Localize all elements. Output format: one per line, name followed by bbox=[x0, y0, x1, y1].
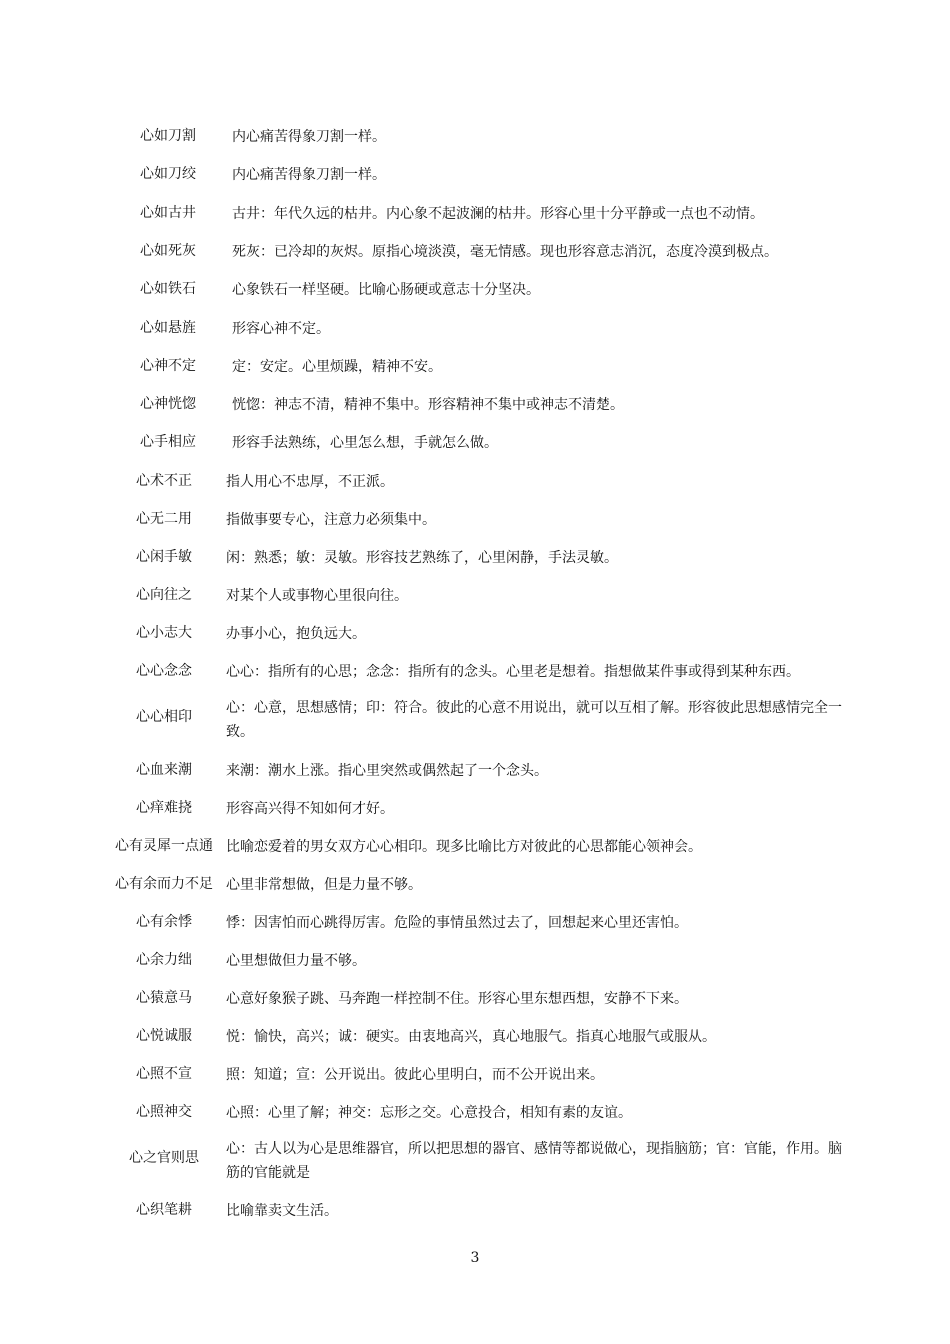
idiom-term: 心无二用 bbox=[136, 511, 192, 527]
idiom-definition: 形容心神不定。 bbox=[232, 321, 330, 337]
idiom-definition: 心里想做但力量不够。 bbox=[226, 953, 366, 969]
idiom-definition: 闲：熟悉；敏：灵敏。形容技艺熟练了，心里闲静，手法灵敏。 bbox=[226, 550, 618, 566]
idiom-term: 心心相印 bbox=[136, 709, 192, 725]
idiom-definition: 内心痛苦得象刀割一样。 bbox=[232, 167, 386, 183]
idiom-definition: 内心痛苦得象刀割一样。 bbox=[232, 129, 386, 145]
idiom-definition: 照：知道；宣：公开说出。彼此心里明白，而不公开说出来。 bbox=[226, 1067, 604, 1083]
idiom-term: 心如刀绞 bbox=[140, 166, 196, 182]
idiom-term: 心有余而力不足 bbox=[115, 876, 213, 892]
idiom-definition: 形容手法熟练，心里怎么想，手就怎么做。 bbox=[232, 435, 498, 451]
idiom-term: 心神恍惚 bbox=[140, 396, 196, 412]
idiom-term: 心照神交 bbox=[136, 1104, 192, 1120]
idiom-term: 心悦诚服 bbox=[136, 1028, 192, 1044]
idiom-definition: 来潮：潮水上涨。指心里突然或偶然起了一个念头。 bbox=[226, 763, 548, 779]
idiom-term: 心余力绌 bbox=[136, 952, 192, 968]
idiom-definition: 心心：指所有的心思；念念：指所有的念头。心里老是想着。指想做某件事或得到某种东西。 bbox=[226, 664, 800, 680]
idiom-definition: 形容高兴得不知如何才好。 bbox=[226, 801, 394, 817]
page-number: 3 bbox=[470, 1250, 480, 1266]
idiom-term: 心如铁石 bbox=[140, 281, 196, 297]
idiom-term: 心猿意马 bbox=[136, 990, 192, 1006]
idiom-term: 心如死灰 bbox=[140, 243, 196, 259]
idiom-definition: 定：安定。心里烦躁，精神不安。 bbox=[232, 359, 442, 375]
idiom-definition: 对某个人或事物心里很向往。 bbox=[226, 588, 408, 604]
idiom-term: 心向往之 bbox=[136, 587, 192, 603]
idiom-definition: 比喻恋爱着的男女双方心心相印。现多比喻比方对彼此的心思都能心领神会。 bbox=[226, 839, 702, 855]
idiom-definition: 恍惚：神志不清，精神不集中。形容精神不集中或神志不清楚。 bbox=[232, 397, 624, 413]
idiom-definition: 心：古人以为心是思维器官，所以把思想的器官、感情等都说做心，现指脑筋；官：官能，作用。脑筋的官能就是 bbox=[226, 1141, 842, 1181]
idiom-definition: 比喻靠卖文生活。 bbox=[226, 1203, 338, 1219]
idiom-definition: 办事小心，抱负远大。 bbox=[226, 626, 366, 642]
idiom-term: 心有余悸 bbox=[136, 914, 192, 930]
idiom-definition: 心：心意，思想感情；印：符合。彼此的心意不用说出，就可以互相了解。形容彼此思想感情完全一致。 bbox=[226, 700, 842, 740]
idiom-definition: 死灰：已冷却的灰烬。原指心境淡漠，毫无情感。现也形容意志消沉，态度冷漠到极点。 bbox=[232, 244, 778, 260]
idiom-term: 心有灵犀一点通 bbox=[115, 838, 213, 854]
idiom-term: 心如古井 bbox=[140, 205, 196, 221]
idiom-term: 心手相应 bbox=[140, 434, 196, 450]
idiom-term: 心如刀割 bbox=[140, 128, 196, 144]
idiom-definition: 心里非常想做，但是力量不够。 bbox=[226, 877, 422, 893]
idiom-term: 心术不正 bbox=[136, 473, 192, 489]
idiom-term: 心如悬旌 bbox=[140, 320, 196, 336]
idiom-term: 心神不定 bbox=[140, 358, 196, 374]
idiom-definition: 悦：愉快，高兴；诚：硬实。由衷地高兴，真心地服气。指真心地服气或服从。 bbox=[226, 1029, 716, 1045]
idiom-term: 心之官则思 bbox=[129, 1150, 199, 1166]
idiom-term: 心闲手敏 bbox=[136, 549, 192, 565]
idiom-term: 心心念念 bbox=[136, 663, 192, 679]
idiom-definition: 心照：心里了解；神交：忘形之交。心意投合，相知有素的友谊。 bbox=[226, 1105, 632, 1121]
idiom-definition: 指人用心不忠厚，不正派。 bbox=[226, 474, 394, 490]
idiom-definition: 悸：因害怕而心跳得厉害。危险的事情虽然过去了，回想起来心里还害怕。 bbox=[226, 915, 688, 931]
idiom-term: 心织笔耕 bbox=[136, 1202, 192, 1218]
idiom-definition: 心意好象猴子跳、马奔跑一样控制不住。形容心里东想西想，安静不下来。 bbox=[226, 991, 688, 1007]
idiom-definition: 古井：年代久远的枯井。内心象不起波澜的枯井。形容心里十分平静或一点也不动情。 bbox=[232, 206, 764, 222]
idiom-term: 心小志大 bbox=[136, 625, 192, 641]
idiom-term: 心痒难挠 bbox=[136, 800, 192, 816]
idiom-term: 心血来潮 bbox=[136, 762, 192, 778]
idiom-term: 心照不宣 bbox=[136, 1066, 192, 1082]
idiom-definition: 心象铁石一样坚硬。比喻心肠硬或意志十分坚决。 bbox=[232, 282, 540, 298]
idiom-definition: 指做事要专心，注意力必须集中。 bbox=[226, 512, 436, 528]
